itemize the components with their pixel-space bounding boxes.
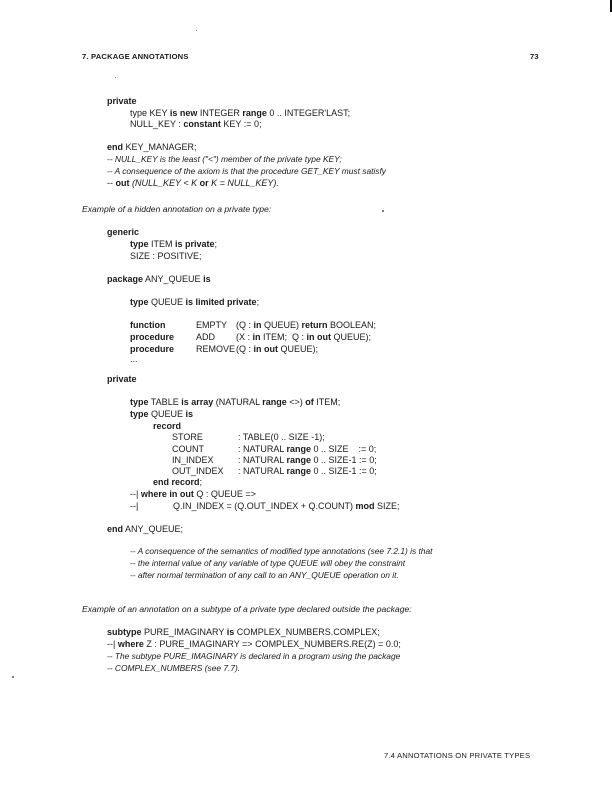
code-line: end ANY_QUEUE; xyxy=(107,524,184,534)
example-caption: Example of a hidden annotation on a private type: xyxy=(82,204,272,214)
code-line: generic xyxy=(107,227,140,237)
comment-line: -- COMPLEX_NUMBERS (see 7.7). xyxy=(107,663,241,673)
code-line: type ITEM is private; xyxy=(130,239,218,249)
code-line: NULL_KEY : constant KEY := 0; xyxy=(130,119,262,129)
code-line: function xyxy=(130,320,166,330)
code-line: end KEY_MANAGER; xyxy=(107,142,197,152)
running-header: 7. PACKAGE ANNOTATIONS xyxy=(82,52,189,61)
code-line: -- out (NULL_KEY < K or K = NULL_KEY). xyxy=(107,178,279,188)
code-line: (X : in ITEM; Q : in out QUEUE); xyxy=(236,332,372,342)
code-line: (Q : in out QUEUE); xyxy=(236,344,319,354)
code-line: subtype PURE_IMAGINARY is COMPLEX_NUMBERS.COMPLEX; xyxy=(107,627,380,637)
example-caption: Example of an annotation on a subtype of a private type declared outside the package: xyxy=(82,604,412,614)
code-line: STORE xyxy=(172,432,203,442)
code-line: package ANY_QUEUE is xyxy=(107,274,211,284)
code-line: IN_INDEX xyxy=(172,455,214,465)
code-line: private xyxy=(107,96,137,106)
page-number: 73 xyxy=(530,52,539,61)
comment-line: -- A consequence of the semantics of modified type annotations (see 7.2.1) is that xyxy=(130,546,433,556)
code-line: : NATURAL range 0 .. SIZE-1 := 0; xyxy=(238,466,377,476)
scan-speck xyxy=(12,676,14,678)
scan-speck xyxy=(382,210,384,212)
code-line: SIZE : POSITIVE; xyxy=(130,251,202,261)
comment-line: -- The subtype PURE_IMAGINARY is declared in a program using the package xyxy=(107,651,401,661)
code-line: (Q : in QUEUE) return BOOLEAN; xyxy=(236,320,377,330)
code-line: --| xyxy=(130,501,139,511)
code-line: : NATURAL range 0 .. SIZE-1 := 0; xyxy=(238,455,377,465)
code-line: end record; xyxy=(153,477,203,487)
code-line: OUT_INDEX xyxy=(172,466,224,476)
scan-speck xyxy=(115,77,116,78)
code-line: ADD xyxy=(196,332,216,342)
running-footer: 7.4 ANNOTATIONS ON PRIVATE TYPES xyxy=(384,751,531,760)
code-line: --| where in out Q : QUEUE => xyxy=(130,489,256,499)
code-line: type QUEUE is xyxy=(130,409,194,419)
code-line: COUNT xyxy=(172,444,204,454)
code-line: type QUEUE is limited private; xyxy=(130,297,260,307)
comment-line: -- the internal value of any variable of type QUEUE will obey the constraint xyxy=(130,558,406,568)
code-line: REMOVE xyxy=(196,344,236,354)
comment-line: -- A consequence of the axiom is that the procedure GET_KEY must satisfy xyxy=(107,166,386,176)
code-line: EMPTY xyxy=(196,320,228,330)
code-line: ... xyxy=(130,354,138,364)
code-line: procedure xyxy=(130,332,175,342)
code-line: Q.IN_INDEX = (Q.OUT_INDEX + Q.COUNT) mod SIZE; xyxy=(173,501,400,511)
code-line: type TABLE is array (NATURAL range <>) of ITEM; xyxy=(130,397,341,407)
code-line: private xyxy=(107,374,137,384)
comment-line: -- after normal termination of any call to an ANY_QUEUE operation on it. xyxy=(130,570,399,580)
code-line: : TABLE(0 .. SIZE -1); xyxy=(238,432,325,442)
scan-speck xyxy=(196,30,197,31)
code-line: type KEY is new INTEGER range 0 .. INTEGER'LAST; xyxy=(130,108,351,118)
code-line: --| where Z : PURE_IMAGINARY => COMPLEX_NUMBERS.RE(Z) = 0.0; xyxy=(107,639,401,649)
code-line: : NATURAL range 0 .. SIZE := 0; xyxy=(238,444,377,454)
code-line: procedure xyxy=(130,344,175,354)
comment-line: -- NULL_KEY is the least ("<") member of the private type KEY; xyxy=(107,154,342,164)
code-line: record xyxy=(153,421,182,431)
